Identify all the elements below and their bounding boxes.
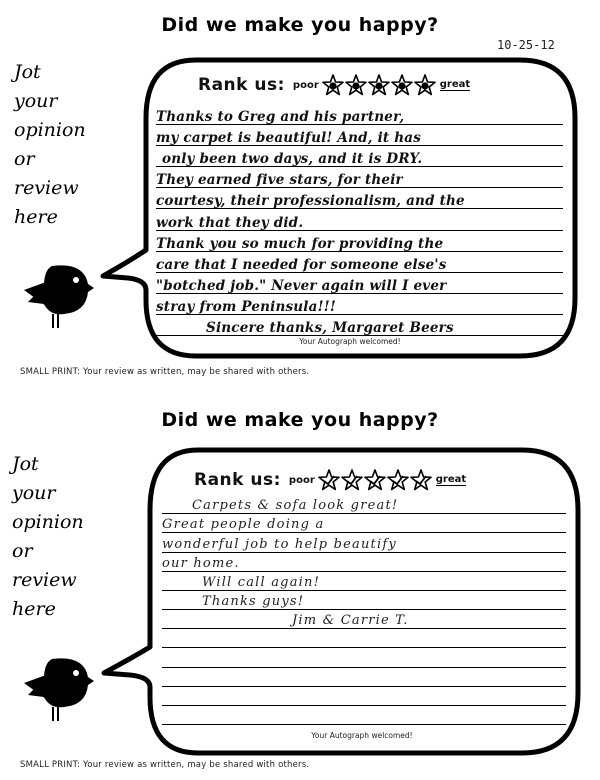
rank-row bbox=[198, 74, 470, 96]
star-icon bbox=[368, 74, 390, 96]
review-lines bbox=[162, 495, 566, 725]
review-text-line: courtesy, their professionalism, and the bbox=[156, 193, 465, 209]
star-rating bbox=[322, 74, 437, 96]
card-heading: Did we make you happy? bbox=[161, 409, 439, 431]
star-icon bbox=[318, 469, 340, 491]
review-card-2 bbox=[0, 395, 600, 780]
jot-line: opinion bbox=[14, 119, 86, 141]
rank-row bbox=[194, 469, 466, 491]
poor-label: poor bbox=[288, 474, 315, 486]
review-text-line: Jim & Carrie T. bbox=[292, 613, 409, 628]
review-text-line: only been two days, and it is DRY. bbox=[162, 151, 423, 167]
star-icon bbox=[387, 469, 409, 491]
autograph-label: Your Autograph welcomed! bbox=[299, 337, 401, 346]
review-text-line: Carpets & sofa look great! bbox=[192, 498, 399, 513]
star-icon bbox=[345, 74, 367, 96]
rank-label: Rank us: bbox=[198, 75, 285, 95]
jot-line: review bbox=[14, 177, 79, 199]
jot-line: your bbox=[14, 90, 58, 112]
bird-icon bbox=[22, 262, 94, 332]
rank-label: Rank us: bbox=[194, 470, 281, 490]
great-label: great bbox=[439, 79, 471, 90]
poor-label: poor bbox=[292, 79, 319, 91]
autograph-label: Your Autograph welcomed! bbox=[311, 731, 413, 740]
bird-icon bbox=[22, 655, 94, 725]
review-text-line: Sincere thanks, Margaret Beers bbox=[206, 320, 454, 336]
star-icon bbox=[410, 469, 432, 491]
review-text-line: wonderful job to help beautify bbox=[162, 537, 397, 552]
star-icon bbox=[391, 74, 413, 96]
review-text-line: Great people doing a bbox=[162, 517, 325, 532]
review-text-line: stray from Peninsula!!! bbox=[156, 299, 336, 315]
review-text-line: work that they did. bbox=[156, 215, 304, 231]
review-text-line: Thank you so much for providing the bbox=[156, 236, 444, 252]
review-date: 10-25-12 bbox=[497, 38, 555, 52]
review-text-line: care that I needed for someone else's bbox=[156, 257, 447, 273]
jot-line: here bbox=[14, 206, 58, 228]
jot-line: Jot bbox=[14, 61, 41, 83]
star-icon bbox=[341, 469, 363, 491]
review-text-line: "botched job." Never again will I ever bbox=[156, 278, 447, 294]
star-icon bbox=[414, 74, 436, 96]
card-heading: Did we make you happy? bbox=[161, 14, 439, 36]
great-label: great bbox=[435, 474, 467, 485]
jot-line: or bbox=[14, 148, 35, 170]
small-print: SMALL PRINT: Your review as written, may be shared with others. bbox=[20, 367, 310, 377]
jot-line: review bbox=[12, 569, 77, 591]
star-icon bbox=[364, 469, 386, 491]
review-text-line: Thanks to Greg and his partner, bbox=[156, 109, 405, 125]
star-rating bbox=[318, 469, 433, 491]
star-icon bbox=[322, 74, 344, 96]
review-text-line: Thanks guys! bbox=[202, 594, 305, 609]
review-text-line: my carpet is beautiful! And, it has bbox=[156, 130, 421, 146]
jot-line: Jot bbox=[12, 453, 39, 475]
review-text-line: They earned five stars, for their bbox=[156, 172, 403, 188]
jot-line: or bbox=[12, 540, 33, 562]
jot-line: your bbox=[12, 482, 56, 504]
review-text-line: our home. bbox=[162, 556, 240, 571]
jot-line: opinion bbox=[12, 511, 84, 533]
jot-line: here bbox=[12, 598, 56, 620]
review-lines bbox=[156, 104, 563, 336]
review-card-1 bbox=[0, 0, 600, 385]
review-text-line: Will call again! bbox=[202, 575, 320, 590]
small-print: SMALL PRINT: Your review as written, may be shared with others. bbox=[20, 760, 310, 770]
